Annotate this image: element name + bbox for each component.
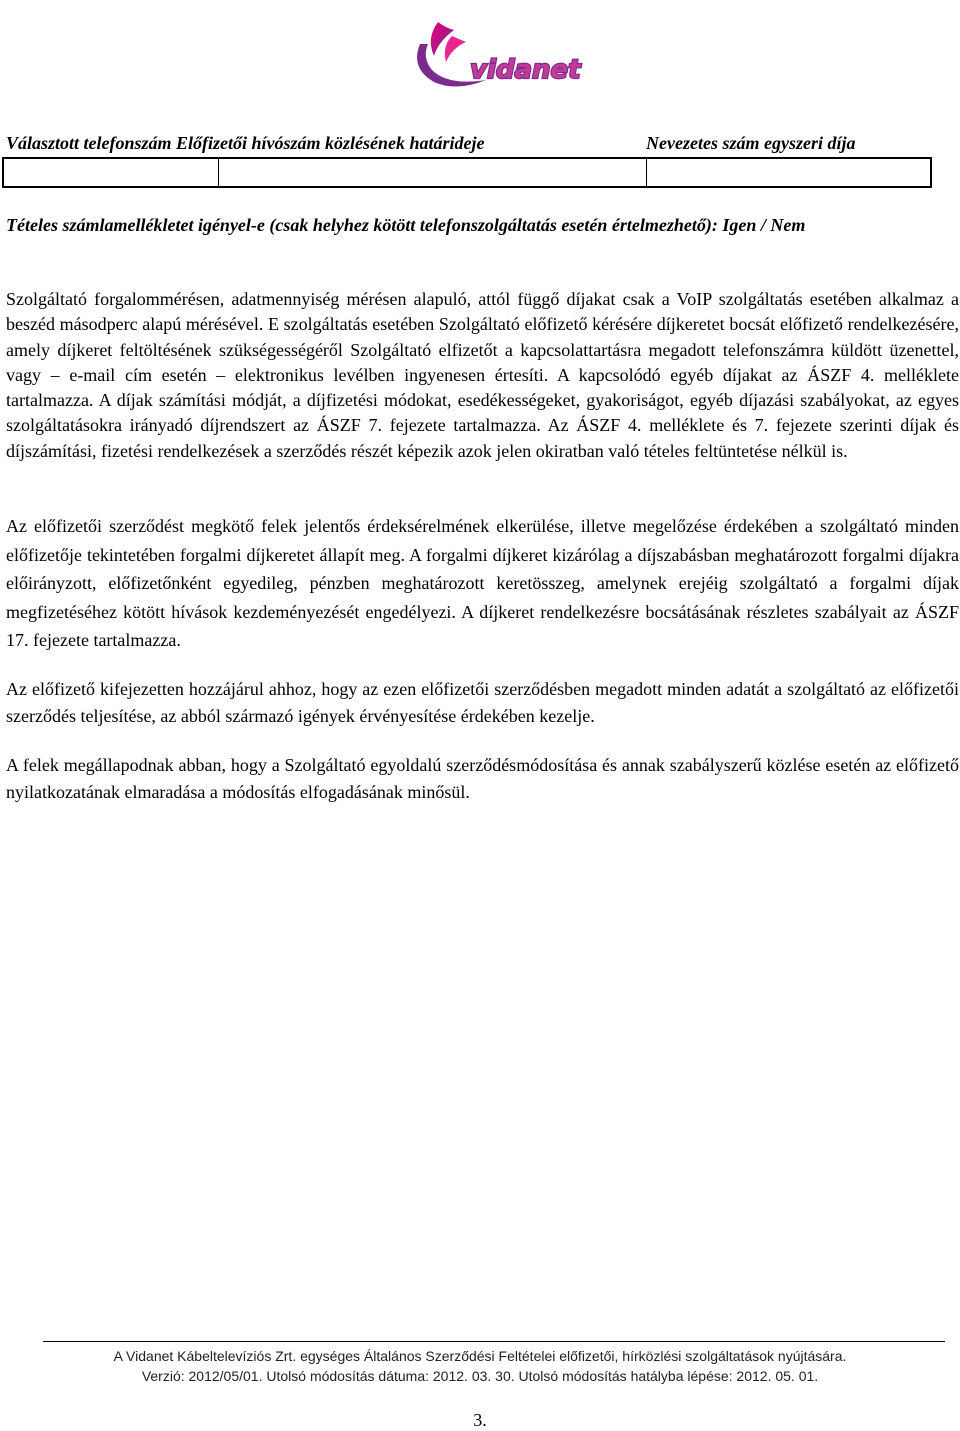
data-consent-paragraph: Az előfizető kifejezetten hozzájárul ahhoz, hogy az ezen előfizetői szerződésben megadott minden adatát a szolgáltató az előfizetői szerződés teljesítése, az abból származó igények érvényesítése érdekében kezelje. xyxy=(6,679,959,726)
fee-limit-paragraph: Az előfizetői szerződést megkötő felek jelentős érdeksérelmének elkerülése, illetve megelőzése érdekében a szolgáltató minden előfizetője tekintetében forgalmi díjkeretet állapít meg. A forgalmi díjkeret kizárólag a díjszabásban meghatározott forgalmi díjakra előirányzott, előfizetőnként egyedileg, pénzben meghatározott keretösszeg, amelynek erejéig szolgáltató a forgalmi díjak megfizetéséhez kötött hívások kezdeményezését engedélyezi. A díjkeret rendelkezésre bocsátásának részletes szabályait az ÁSZF 17. fejezete tartalmazza. xyxy=(6,516,959,651)
footer-version: Verzió: 2012/05/01. Utolsó módosítás dátuma: 2012. 03. 30. Utolsó módosítás hatályba lépése: 2012. 05. 01. xyxy=(141,1368,819,1384)
table-divider xyxy=(646,159,647,186)
itemized-bill-question: Tételes számlamellékletet igényel-e (csak helyhez kötött telefonszolgáltatás esetén értelmezhető): Igen / Nem xyxy=(6,215,806,235)
page-number: 3. xyxy=(473,1410,487,1430)
chosen-number-header: Választott telefonszám Előfizetői hívószám közlésének határideje xyxy=(6,133,485,153)
vidanet-logo xyxy=(408,16,581,96)
footer-divider xyxy=(43,1341,945,1342)
number-fee-header: Nevezetes szám egyszeri díja xyxy=(646,133,856,153)
footer-title: A Vidanet Kábeltelevíziós Zrt. egységes Általános Szerződési Feltételei előfizetői, hírközlési szolgáltatások nyújtására. xyxy=(113,1348,847,1364)
logo-wordmark: vidanet xyxy=(470,55,581,85)
usage-fee-paragraph: Szolgáltató forgalommérésen, adatmennyiség mérésen alapuló, attól függő díjakat csak a VoIP szolgáltatás esetében alkalmaz a beszéd másodperc alapú mérésével. E szolgáltatás esetében Szolgáltató előfizető kérésére díjkeretet bocsát előfizető rendelkezésére, amely díjkeret feltöltésének szükségességéről Szolgáltató elfizetőt a kapcsolattartásra megadott telefonszámra küldött üzenettel, vagy – e-mail cím esetén – elektronikus levélben ingyenesen értesíti. A kapcsolódó egyéb díjakat az ÁSZF 4. melléklete tartalmazza. A díjak számítási módját, a díjfizetési módokat, esedékességeket, gyakoriságot, egyéb díjazási szabályokat, az egyes szolgáltatásokra irányadó díjrendszert az ÁSZF 7. fejezete tartalmazza. Az ÁSZF 4. melléklete és 7. fejezete szerinti díjak és díjszámítási, fizetési rendelkezések a szerződés részét képezik azok jelen okiratban való tételes feltüntetése nélkül is. xyxy=(6,289,959,461)
table-divider xyxy=(218,159,219,186)
number-entry-table xyxy=(2,157,932,188)
contract-modification-paragraph: A felek megállapodnak abban, hogy a Szolgáltató egyoldalú szerződésmódosítása és annak szabályszerű közlése esetén az előfizető nyilatkozatának elmaradása a módosítás elfogadásának minősül. xyxy=(6,755,959,802)
